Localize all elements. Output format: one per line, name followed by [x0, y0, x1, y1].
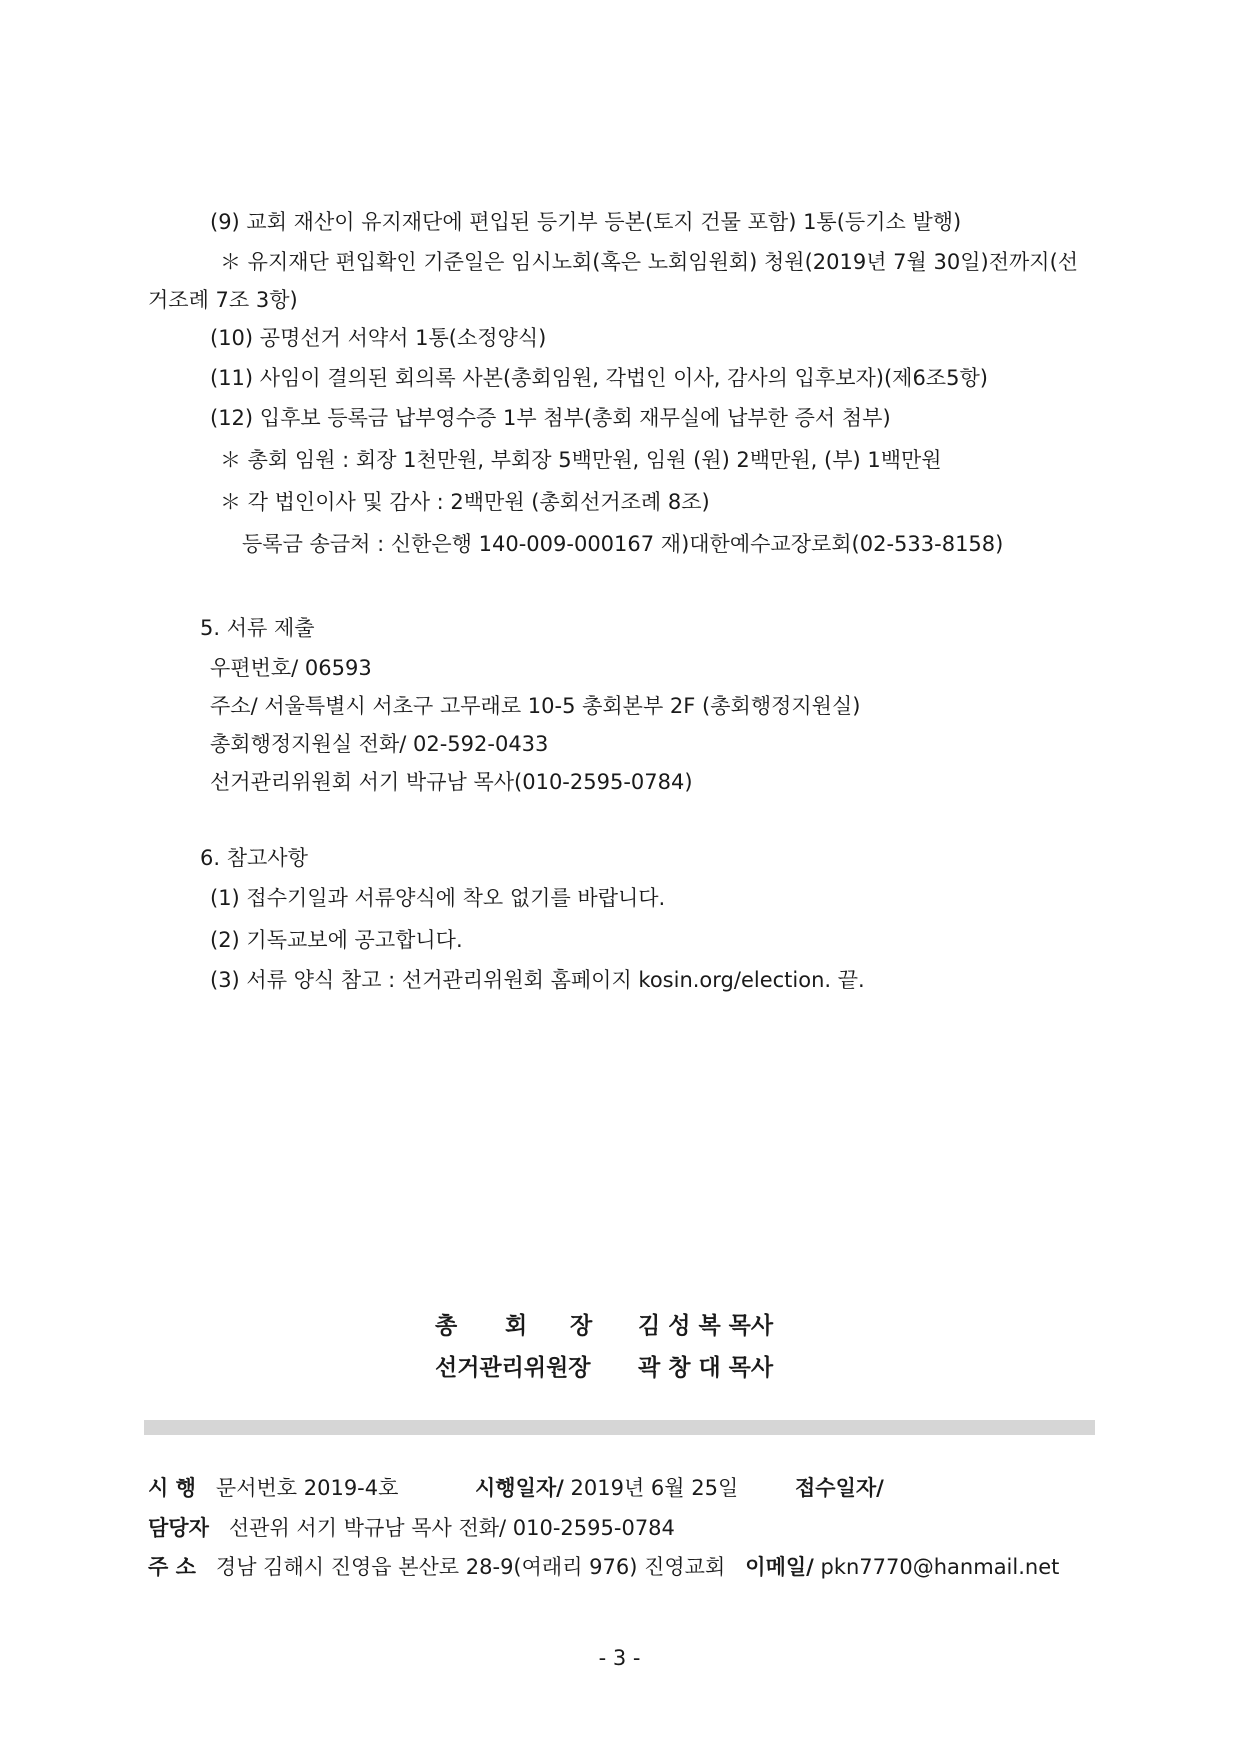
issue-date: 2019년 6월 25일 — [570, 1476, 739, 1500]
election-chair-name: 곽 창 대 목사 — [638, 1355, 774, 1381]
note-2: (2) 기독교보에 공고합니다. — [210, 928, 463, 952]
footer-issue-date — [475, 1474, 738, 1502]
note-3: (3) 서류 양식 참고 : 선거관리위원회 홈페이지 kosin.org/election. 끝. — [210, 968, 865, 992]
receipt-date-label: 접수일자/ — [795, 1476, 884, 1500]
signature-president — [0, 1310, 1239, 1342]
note-director-fee: ＊ 각 법인이사 및 감사 : 2백만원 (총회선거조례 8조) — [220, 490, 710, 514]
remittance-account: 등록금 송금처 : 신한은행 140-009-000167 재)대한예수교장로회(02-533-8158) — [242, 532, 1004, 556]
title-char-3: 장 — [570, 1313, 593, 1339]
note-trust-date: ＊ 유지재단 편입확인 기준일은 임시노회(혹은 노회임원회) 청원(2019년 7월 30일)전까지(선 — [220, 250, 1079, 274]
secretary-contact: 선거관리위원회 서기 박규남 목사(010-2595-0784) — [210, 770, 693, 794]
footer-receipt-date — [795, 1474, 884, 1502]
footer-row-address — [148, 1553, 1059, 1581]
office-phone: 총회행정지원실 전화/ 02-592-0433 — [210, 732, 549, 756]
president-name: 김 성 복 목사 — [638, 1313, 774, 1339]
note-1: (1) 접수기일과 서류양식에 착오 없기를 바랍니다. — [210, 886, 666, 910]
footer-row-contact — [148, 1514, 675, 1542]
address-label: 주 소 — [148, 1555, 196, 1579]
signature-election-chair — [0, 1352, 1239, 1384]
section-6-heading: 6. 참고사항 — [200, 846, 308, 870]
title-char-1: 총 — [435, 1313, 458, 1339]
note-trust-date-cont: 거조례 7조 3항) — [148, 288, 298, 312]
email-label: 이메일/ — [745, 1555, 814, 1579]
election-chair-title: 선거관리위원장 — [435, 1355, 591, 1381]
note-officer-fee: ＊ 총회 임원 : 회장 1천만원, 부회장 5백만원, 임원 (원) 2백만원, (부) 1백만원 — [220, 448, 942, 472]
address: 주소/ 서울특별시 서초구 고무래로 10-5 총회본부 2F (총회행정지원실) — [210, 694, 861, 718]
item-9: (9) 교회 재산이 유지재단에 편입된 등기부 등본(토지 건물 포함) 1통(등기소 발행) — [210, 210, 962, 234]
email-address[interactable]: pkn7770@hanmail.net — [820, 1555, 1060, 1579]
title-char-2: 회 — [505, 1313, 528, 1339]
item-11: (11) 사임이 결의된 회의록 사본(총회임원, 각법인 이사, 감사의 입후보자)(제6조5항) — [210, 366, 988, 390]
footer-address: 경남 김해시 진영읍 본산로 28-9(여래리 976) 진영교회 — [215, 1555, 726, 1579]
contact-label: 담당자 — [148, 1516, 209, 1540]
footer-divider — [144, 1420, 1095, 1435]
item-12: (12) 입후보 등록금 납부영수증 1부 첨부(총회 재무실에 납부한 증서 첨부) — [210, 406, 891, 430]
footer-row-issue — [148, 1474, 398, 1502]
page-number: - 3 - — [598, 1646, 641, 1670]
doc-number: 문서번호 2019-4호 — [215, 1476, 399, 1500]
issue-label: 시 행 — [148, 1476, 196, 1500]
postal-code: 우편번호/ 06593 — [210, 656, 372, 680]
issue-date-label: 시행일자/ — [475, 1476, 564, 1500]
section-5-heading: 5. 서류 제출 — [200, 616, 315, 640]
item-10: (10) 공명선거 서약서 1통(소정양식) — [210, 326, 547, 350]
contact-text: 선관위 서기 박규남 목사 전화/ 010-2595-0784 — [228, 1516, 675, 1540]
